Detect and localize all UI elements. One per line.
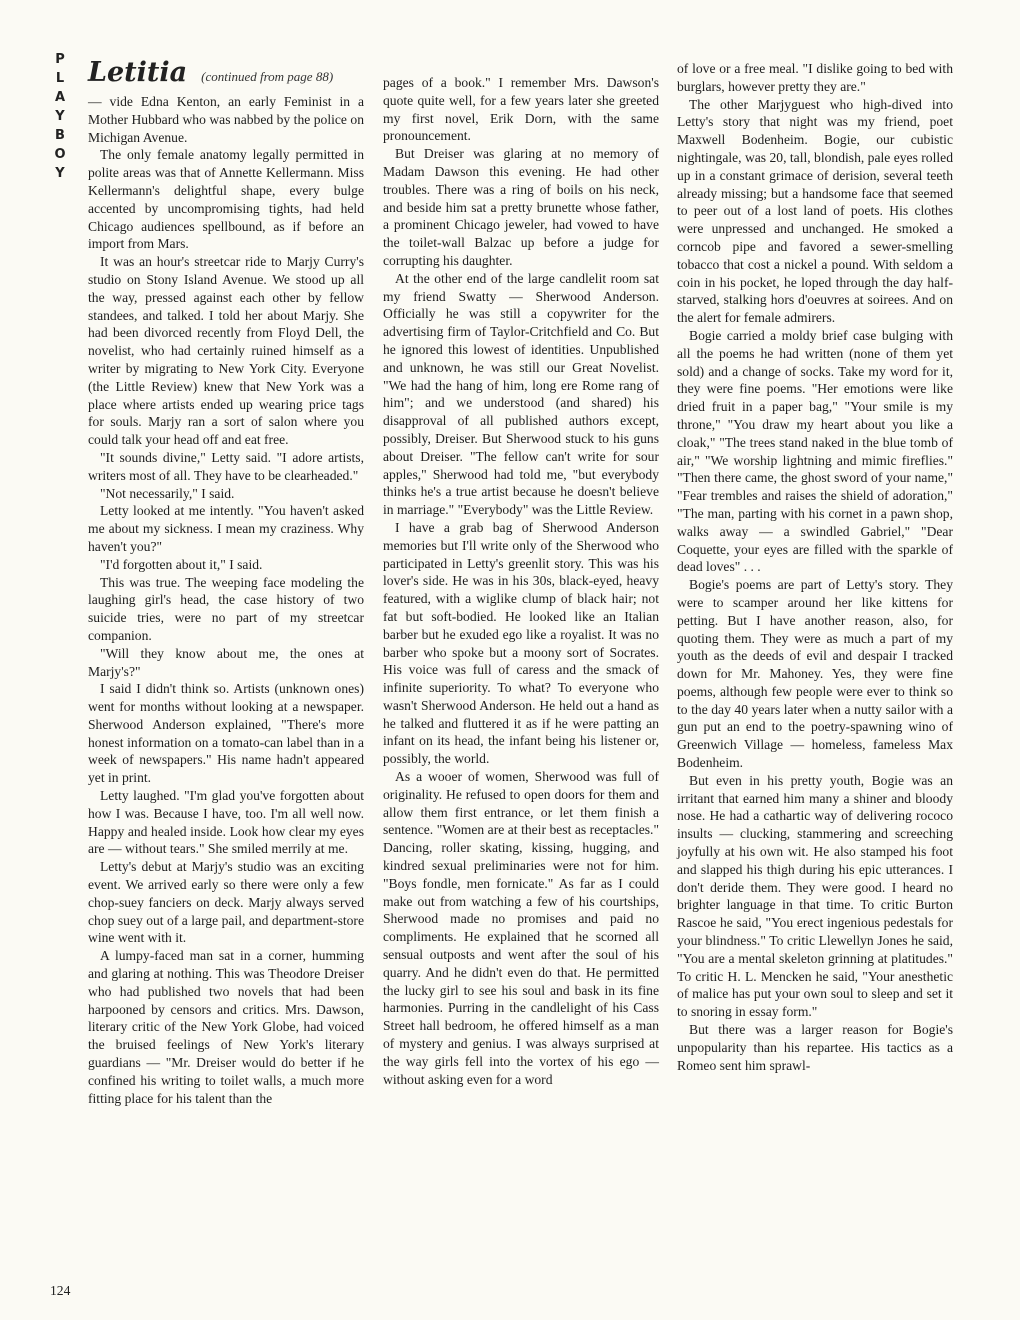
continued-note: (continued from page 88) [201, 69, 334, 84]
paragraph: A lumpy-faced man sat in a corner, humming and glaring at nothing. This was Theodore Dreiser who had published two novels that had been harpooned by censors and critics. Mrs. Dawson, literary critic of the New York Globe, had voiced the bruised feelings of New York's literary guardians — "Mr. Dreiser would do better if he confined his writing to toilet walls, a much more fitting place for his talent than the [88, 948, 364, 1106]
paragraph: "I'd forgotten about it," I said. [100, 556, 263, 572]
masthead-letter: P [55, 52, 65, 67]
paragraph: This was true. The weeping face modeling the laughing girl's head, the case history of two suicide tries, were no part of my streetcar companion. [88, 574, 364, 643]
magazine-masthead [50, 50, 70, 183]
masthead-letter: B [55, 128, 65, 143]
text-column-1 [88, 93, 364, 1303]
paragraph: But even in his pretty youth, Bogie was an irritant that earned him many a shiner and bloody nose. He had a cathartic way of delivering rococo insults — clucking, stammering and screeching joyfully at his own wit. He also stamped his foot and slapped his thigh during his epic utterances. I don't deride them. They were good. I heard no brighter language in that time. To critic Burton Rascoe he said, "You erect ingenious pedestals for your blindness." To critic Llewellyn Jones he said, "You are a mental skeleton grinning at platitudes." To critic H. L. Mencken he said, "Your anesthetic of malice has put your own soul to sleep and set it to snoring in essay form." [677, 772, 953, 1020]
paragraph: Letty laughed. "I'm glad you've forgotten about how I was. Because I have, too. I'm all well now. Happy and healed inside. Look how clear my eyes are — without tears." She smiled merrily at me. [88, 788, 364, 857]
paragraph: As a wooer of women, Sherwood was full of originality. He refused to open doors for them and allow them first entrance, or let them finish a sentence. "Women are at their best as receptacles." Dancing, roller skating, kissing, hugging, and kindred sexual preliminaries were not for him. "Boys fondle, men fornicate." As far as I could make out from watching a few of his courtships, Sherwood made no promises and paid no compliments. He explained that he scorned all sensual outposts and went after the soul of his quarry. And he didn't even do that. He permitted the lucky girl to see his soul and bask in its fine harmonies. Purring in the candlelight of his Cass Street hall bedroom, he offered himself as a man of mystery and genius. I was always surprised at the way girls fell into the vortex of his ego — without asking even for a word [383, 769, 659, 1087]
paragraph: of love or a free meal. "I dislike going to bed with burglars, however pretty they are." [677, 61, 953, 94]
paragraph: "Will they know about me, the ones at Marjy's?" [88, 645, 364, 679]
paragraph: The only female anatomy legally permitted in polite areas was that of Annette Kellermann. Miss Kellermann's delightful shape, every bulge accented by uncompromising tights, had held Chicago audiences spellbound, as if before an import from Mars. [88, 147, 364, 252]
text-column-3 [677, 60, 953, 1305]
masthead-letter: O [54, 147, 66, 162]
story-heading [88, 58, 333, 90]
paragraph: At the other end of the large candlelit room sat my friend Swatty — Sherwood Anderson. Officially he was still a copywriter for the advertising firm of Taylor-Critchfield and Co. But he ignored this lowest of identities. Unpublished and unknown, he was still our Great Novelist. "We had the hang of him, long ere Rome rang of him"; and we understood (and shared) his disapproval of all published authors except, possibly, Dreiser. But Sherwood stuck to his guns about Dreiser. "The fellow can't write for sour apples," Sherwood had told me, "but everybody thinks he's a true artist because he doesn't believe in marriage." "Everybody" was the Little Review. [383, 270, 659, 518]
masthead-letter: Y [55, 166, 65, 181]
paragraph: Letty's debut at Marjy's studio was an exciting event. We arrived early so there were only a few chop-suey fanciers on deck. Marjy always served chop suey out of a large pail, and department-store wine went with it. [88, 859, 364, 946]
paragraph: "It sounds divine," Letty said. "I adore artists, writers most of all. They have to be clearheaded." [88, 449, 364, 483]
paragraph: I said I didn't think so. Artists (unknown ones) went for months without looking at a newspaper. Sherwood Anderson explained, "There's more honest information on a tomato-can label than in a week of newspapers." His name hadn't appeared yet in print. [88, 681, 364, 786]
paragraph: But there was a larger reason for Bogie's unpopularity than his repartee. His tactics as a Romeo sent him sprawl- [677, 1022, 953, 1073]
paragraph: It was an hour's streetcar ride to Marjy Curry's studio on Stony Island Avenue. We stood up all the way, pressed against each other by fellow standees, and talked. I told her about Marjy. She had been divorced recently from Floyd Dell, the novelist, who had certainly ruined himself as a writer by migrating to New York City. Everyone (the Little Review) knew that New York was a place where artists ended up wearing price tags for souls. Marjy ran a sort of salon where you could talk your head off and eat free. [88, 254, 364, 448]
masthead-letter: L [55, 71, 65, 86]
masthead-letter: Y [55, 109, 65, 124]
story-title: Letitia [88, 57, 188, 88]
paragraph: I have a grab bag of Sherwood Anderson memories but I'll write only of the Sherwood who participated in Letty's greenlit story. This was his lover's side. He was in his 30s, black-eyed, heavy featured, with a wiglike clump of black hair; not fat but soft-bodied. He looked like an Italian barber but he exuded ego like a royalist. It was no barber who spoke but a moony sort of Socrates. His voice was full of caress and the smack of infinite superiority. To what? To everyone who wasn't Sherwood Anderson. He held out a hand as he talked and fluttered it as if he were patting an infant on its head, the infant being his listener or, possibly, the world. [383, 519, 659, 767]
page-number: 124 [50, 1283, 71, 1298]
paragraph: The other Marjyguest who high-dived into Letty's story that night was my friend, poet Maxwell Bodenheim. Bogie, our cubistic nightingale, was 20, tall, blondish, pale eyes rolled up in a constant grimace of derision, several teeth already missing; but a handsome face that seemed to peer out of a lost land of poets. His clothes were unpressed and unchanged. He smoked a corncob pipe and favored a sewer-smelling tobacco that cost a nickel a pound. With seldom a coin in his pocket, he loped through the day half-starved, stalking hors d'oeuvres at soirees. And on the alert for female admirers. [677, 96, 953, 326]
paragraph: — vide Edna Kenton, an early Feminist in a Mother Hubbard who was nabbed by the police on Michigan Avenue. [88, 94, 364, 145]
text-column-2 [383, 74, 659, 1304]
paragraph: pages of a book." I remember Mrs. Dawson's quote quite well, for a few years later she greeted my first novel, Erik Dorn, with the same pronouncement. [383, 75, 659, 144]
paragraph: "Not necessarily," I said. [100, 485, 235, 501]
masthead-letter: A [54, 90, 66, 105]
paragraph: But Dreiser was glaring at no memory of Madam Dawson this evening. He had other troubles. There was a ring of boils on his neck, and beside him sat a pretty brunette whose father, a prominent Chicago jeweler, had vowed to have the toilet-wall Balzac up before a judge for corrupting his daughter. [383, 146, 659, 268]
paragraph: Letty looked at me intently. "You haven't asked me about my sickness. I mean my craziness. Why haven't you?" [88, 503, 364, 554]
paragraph: Bogie's poems are part of Letty's story. They were to scamper around her like kittens for petting. But I have another reason, also, for quoting them. They were as much a part of my youth as the deeds of evil and despair I tracked down for Mr. Mahoney. Yes, they were fine poems, although few people were ever to think so to the day 40 years later when a nutty sailor with a gun put an end to the poetry-spawning wino of Greenwich Village — homeless, fameless Max Bodenheim. [677, 577, 953, 771]
paragraph: Bogie carried a moldy brief case bulging with all the poems he had written (none of them yet sold) and a change of socks. Take my word for it, they were fine poems. "Her emotions were like dried fruit in a paper bag," "Your smile is my throne," "You draw my heart about you like a cloak," "The trees stand naked in the blue tomb of air," "We worship lightning and mimic fireflies." "Then there came, the ghost sword of your name," "Fear trembles and raises the shield of adoration," "The man, parting with his cornet in a pawn shop, walks away — a swindled Gabriel," "Dear Coquette, your eyes are filled with the sparkle of dead loves" . . . [677, 327, 953, 575]
